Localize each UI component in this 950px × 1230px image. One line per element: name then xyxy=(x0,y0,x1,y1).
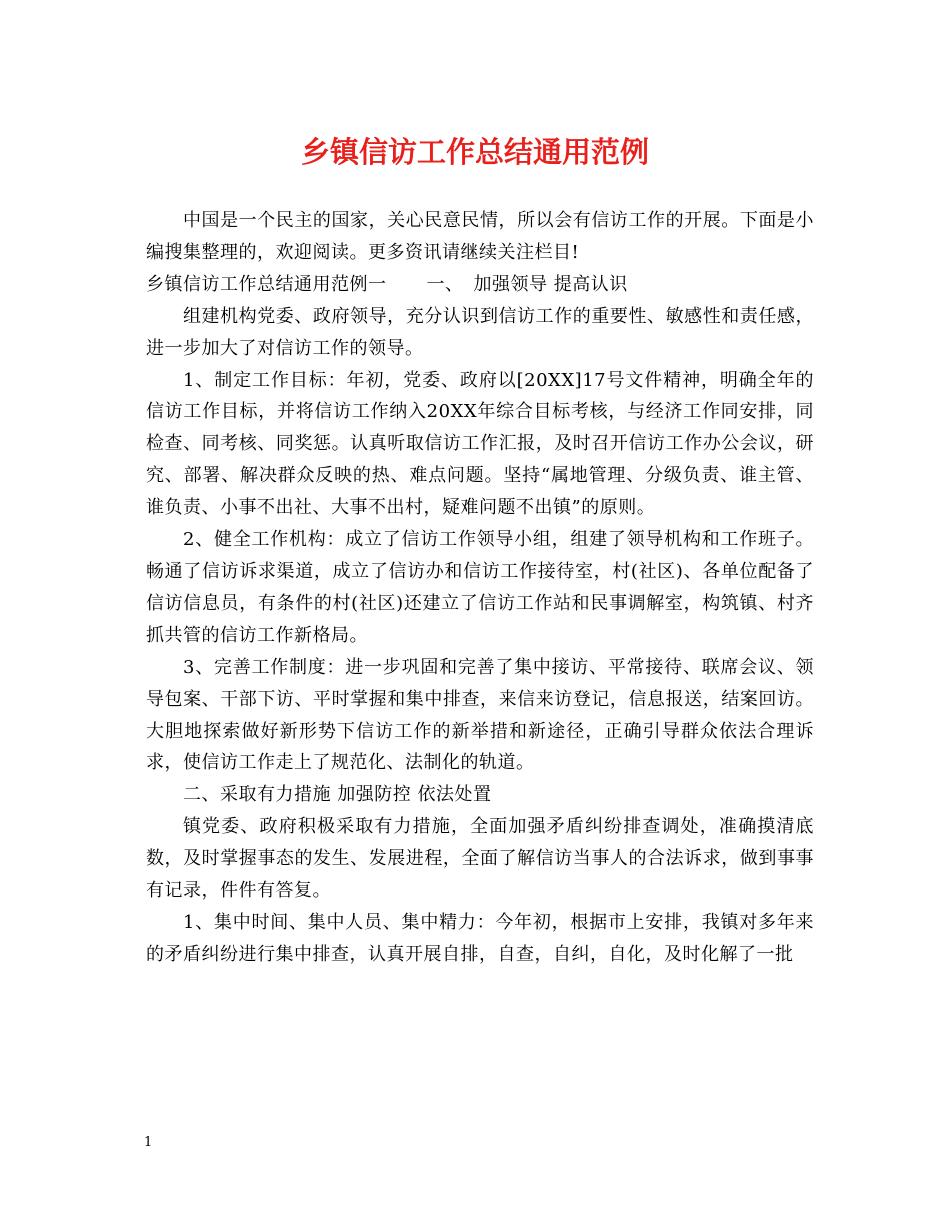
example-heading-line xyxy=(146,269,814,301)
section2-heading: 二、采取有力措施 加强防控 依法处置 xyxy=(183,784,492,806)
section1-title: 加强领导 提高认识 xyxy=(473,273,628,295)
intro-paragraph: 中国是一个民主的国家，关心民意民情，所以会有信访工作的开展。下面是小编搜集整理的，欢迎阅读。更多资讯请继续关注栏目! xyxy=(146,210,814,263)
page-number: 1 xyxy=(144,1135,153,1150)
paragraph-work-system: 3、完善工作制度：进一步巩固和完善了集中接访、平常接待、联席会议、领导包案、干部下访、平时掌握和集中排查，来信来访登记，信息报送，结案回访。大胆地探索做好新形势下信访工作的新举措和新途径，正确引导群众依法合理诉求，使信访工作走上了规范化、法制化的轨道。 xyxy=(146,656,814,774)
paragraph-concentrated: 1、集中时间、集中人员、集中精力：今年初，根据市上安排，我镇对多年来的矛盾纠纷进行集中排查，认真开展自排，自查，自纠，自化，及时化解了一批 xyxy=(146,911,814,965)
paragraph-work-goals: 1、制定工作目标：年初，党委、政府以[20XX]17号文件精神，明确全年的信访工作目标，并将信访工作纳入20XX年综合目标考核，与经济工作同安排，同检查、同考核、同奖惩。认真听取信访工作汇报，及时召开信访工作办公会议，研究、部署、解决群众反映的热、难点问题。坚持“属地管理、分级负责、谁主管、谁负责、小事不出社、大事不出村，疑难问题不出镇”的原则。 xyxy=(146,369,814,519)
section1-number: 一、 xyxy=(426,273,464,295)
document-body xyxy=(146,205,814,971)
example-label: 乡镇信访工作总结通用范例一 xyxy=(146,273,387,295)
paragraph-work-bodies: 2、健全工作机构：成立了信访工作领导小组，组建了领导机构和工作班子。畅通了信访诉求渠道，成立了信访办和信访工作接待室，村(社区)、各单位配备了信访信息员，有条件的村(社区)还建立了信访工作站和民事调解室，构筑镇、村齐抓共管的信访工作新格局。 xyxy=(146,529,814,646)
document-title: 乡镇信访工作总结通用范例 xyxy=(300,135,649,169)
paragraph-measures: 镇党委、政府积极采取有力措施，全面加强矛盾纠纷排查调处，准确摸清底数，及时掌握事态的发生、发展进程，全面了解信访当事人的合法诉求，做到事事有记录，件件有答复。 xyxy=(146,816,814,902)
paragraph-organization: 组建机构党委、政府领导，充分认识到信访工作的重要性、敏感性和责任感，进一步加大了对信访工作的领导。 xyxy=(146,305,814,359)
